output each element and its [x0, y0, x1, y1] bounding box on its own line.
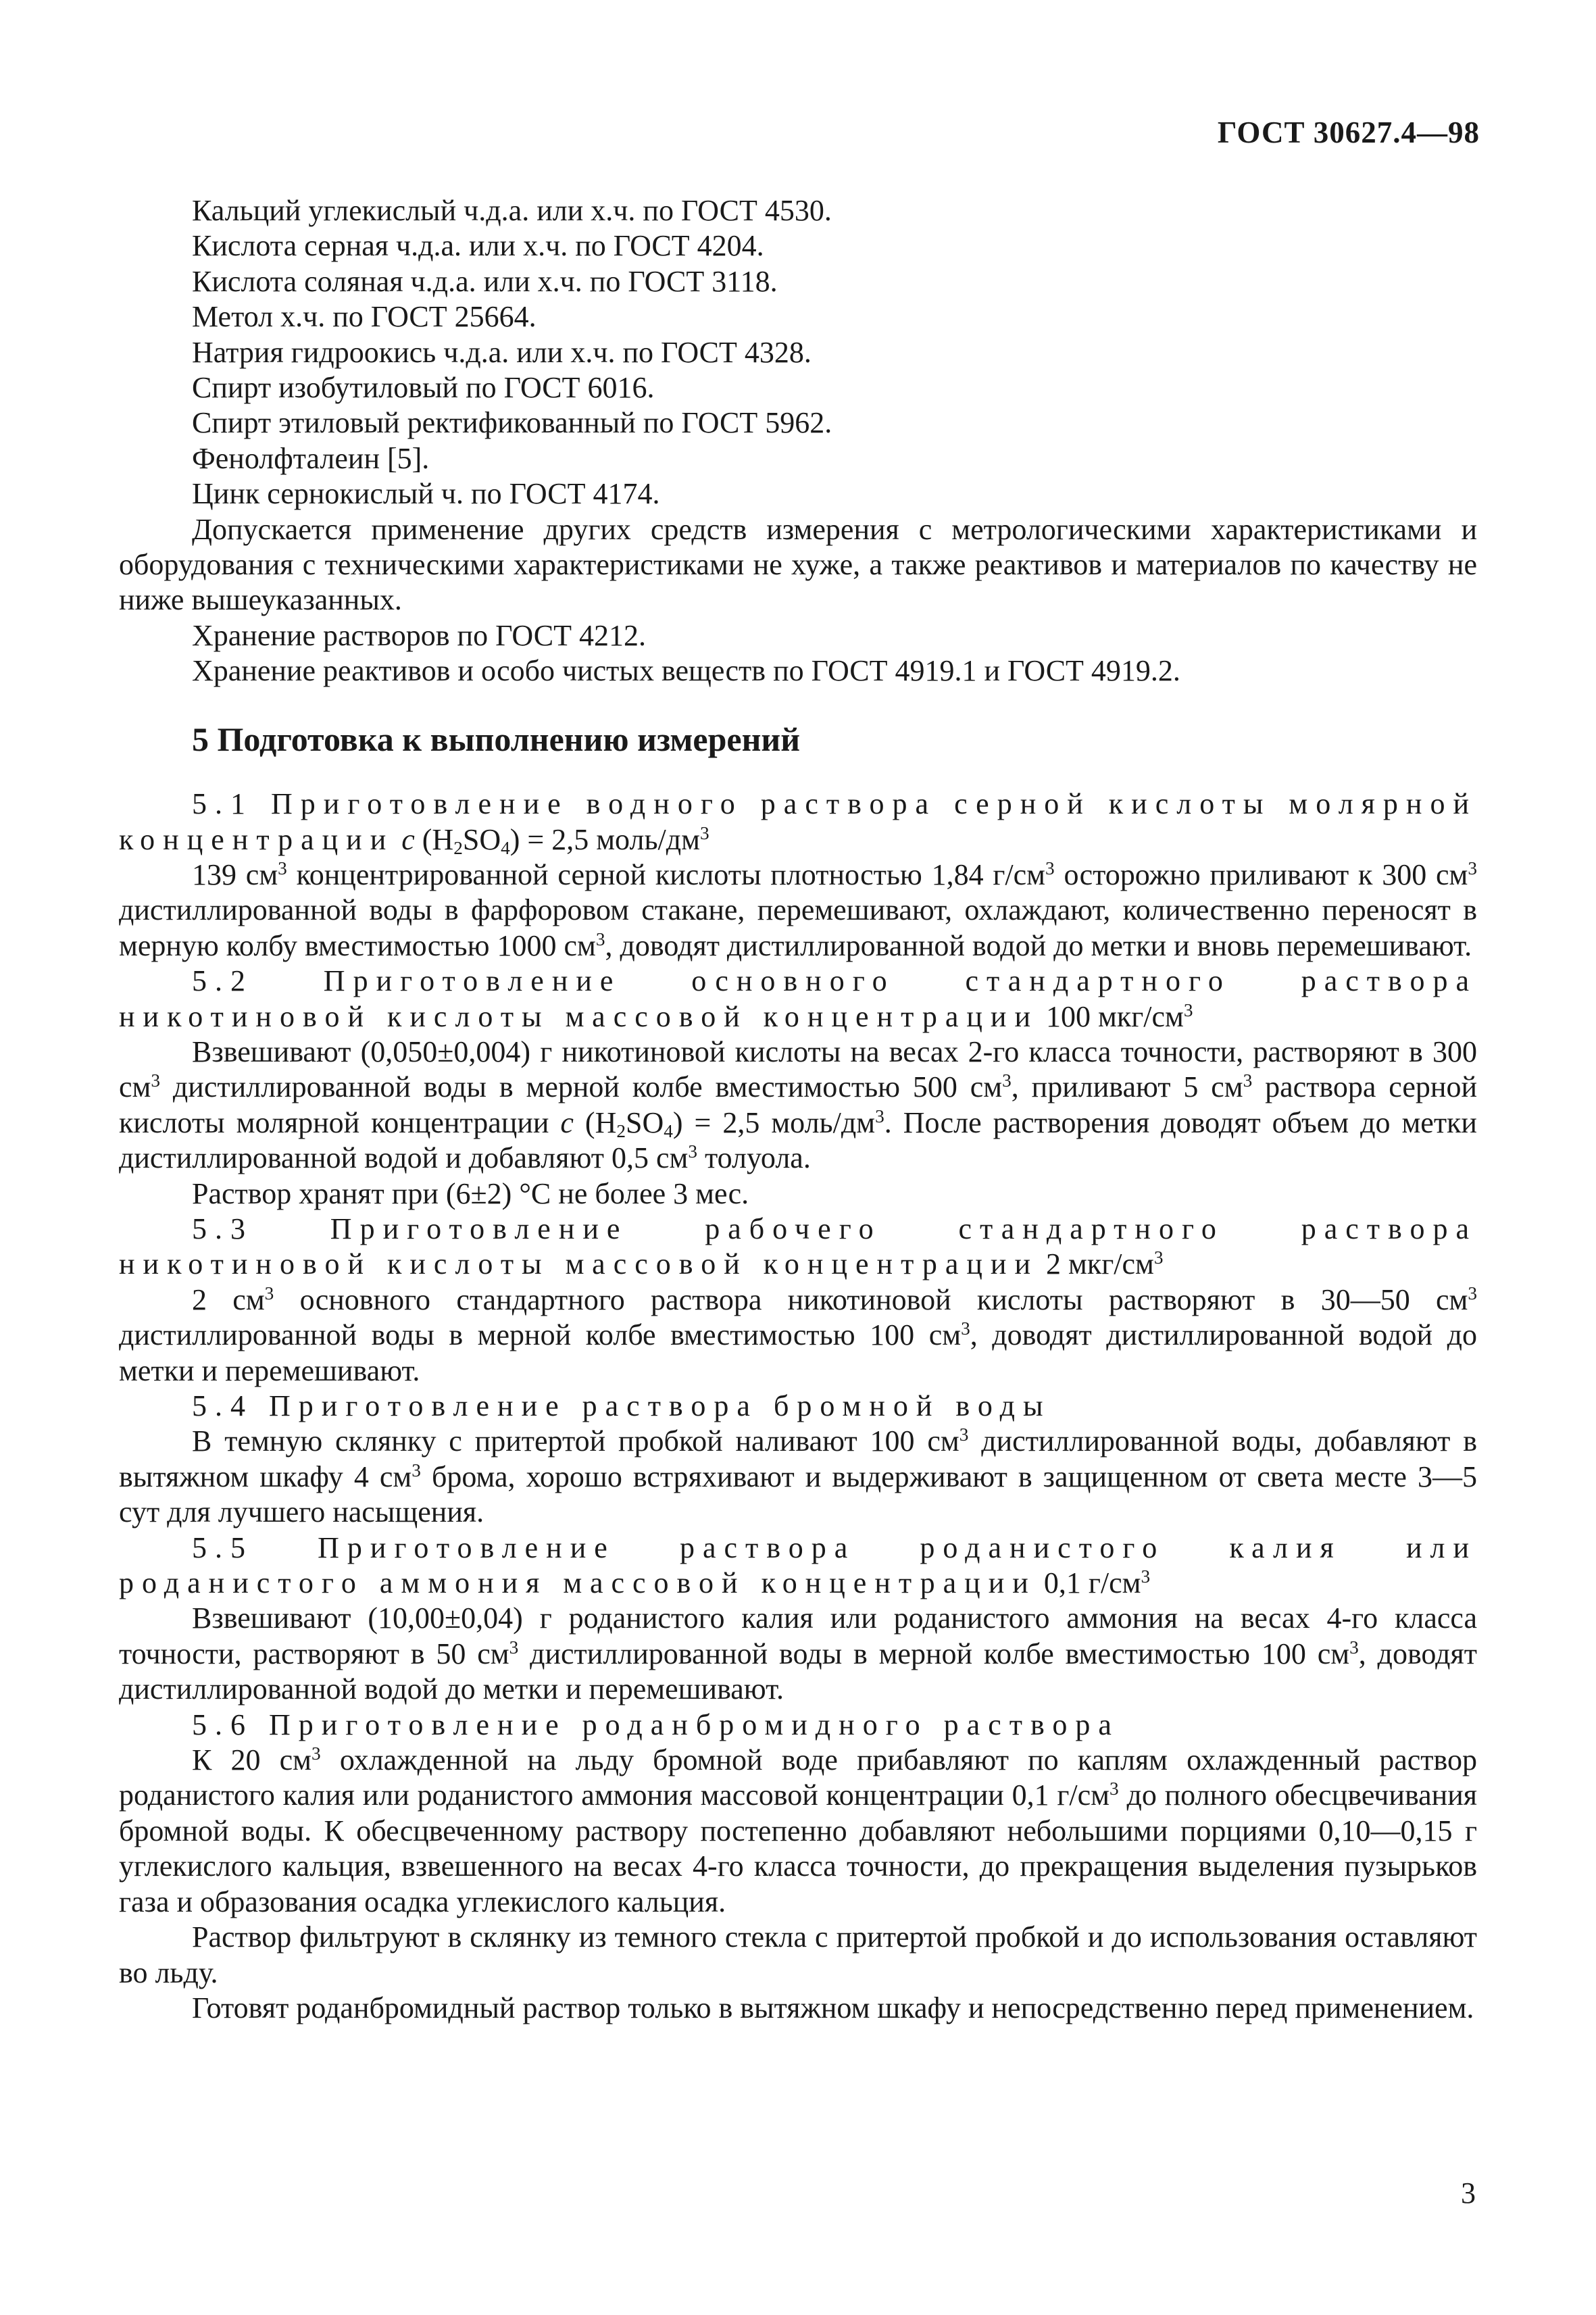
subsection-5-6-filter: Раствор фильтруют в склянку из темного стекла с притертой пробкой и до использования оставляют во льду. — [119, 1920, 1477, 1989]
subsection-title-text: 5.5 Приготовление раствора роданистого калия или роданистого аммония массовой концентрации — [119, 1530, 1477, 1600]
reagent-item: Кислота соляная ч.д.а. или х.ч. по ГОСТ 3118. — [192, 264, 778, 298]
reagent-item: Кальций углекислый ч.д.а. или х.ч. по ГОСТ 4530. — [192, 194, 832, 227]
subsection-5-3-text: 2 $см^3$ основного стандартного раствора никотиновой кислоты растворяют в 30—50 $см^3$ дистиллированной воды в мерной колбе вместимостью 100 $см^3$, доводят дистиллированной водой до метки и перемешивают. — [119, 1283, 1477, 1387]
subsection-title-text: 5.2 Приготовление основного стандартного раствора никотиновой кислоты массовой концентрации — [119, 964, 1477, 1033]
subsection-5-1-text: 139 $см^3$ концентрированной серной кислоты плотностью 1,84 $г/см^3$ осторожно приливают к 300 $см^3$ дистиллированной воды в фарфоровом стакане, перемешивают, охлаждают, количественно переносят в мерную колбу вместимостью 1000 $см^3$, доводят дистиллированной водой до метки и вновь перемешивают. — [119, 857, 1478, 962]
document-header: ГОСТ 30627.4—98 — [1217, 116, 1480, 149]
storage-reagents: Хранение реактивов и особо чистых веществ по ГОСТ 4919.1 и ГОСТ 4919.2. — [192, 654, 1180, 688]
subsection-5-4-title — [119, 1389, 1477, 1424]
document-body — [119, 193, 1477, 2026]
subsection-5-5-title: 5.5 Приготовление раствора роданистого калия или роданистого аммония массовой концентрации 0,1 $г/см^3$ — [119, 1530, 1477, 1600]
reagent-item: Спирт этиловый ректификованный по ГОСТ 5962. — [192, 406, 832, 440]
subsection-5-2-title: 5.2 Приготовление основного стандартного раствора никотиновой кислоты массовой концентрации 100 мкг/$см^3$ — [119, 964, 1477, 1033]
subsection-5-6-title — [119, 1708, 1477, 1743]
reagents-list — [119, 193, 1477, 512]
reagent-item: Цинк сернокислый ч. по ГОСТ 4174. — [192, 477, 660, 511]
subsection-5-6-text: К 20 $см^3$ охлажденной на льду бромной воде прибавляют по каплям охлажденный раствор роданистого калия или роданистого аммония массовой концентрации 0,1 $г/см^3$ до полного обесцвечивания бромной воды. К обесцвеченному раствору постепенно добавляют небольшими порциями 0,10—0,15 г углекислого кальция, взвешенного на весах 4-го класса точности, до прекращения выделения пузырьков газа и образования осадка углекислого кальция. — [119, 1743, 1477, 1918]
subsection-5-1-title: 5.1 Приготовление водного раствора серной кислоты молярной концентрации c $(H_2SO_4) = 2,5$ моль/$дм^3$ — [119, 787, 1477, 858]
reagent-item: Фенолфталеин [5]. — [192, 441, 430, 475]
subsection-5-2-storage: Раствор хранят при (6±2) °С не более 3 мес. — [192, 1176, 749, 1210]
storage-solutions: Хранение растворов по ГОСТ 4212. — [192, 618, 646, 652]
subsection-5-6-prepare: Готовят роданбромидный раствор только в вытяжном шкафу и непосредственно перед применением. — [192, 1991, 1474, 2024]
subsection-5-5-text: Взвешивают (10,00±0,04) г роданистого калия или роданистого аммония на весах 4-го класса точности, растворяют в 50 $см^3$ дистиллированной воды в мерной колбе вместимостью 100 $см^3$, доводят дистиллированной водой до метки и перемешивают. — [119, 1601, 1478, 1706]
subsection-5-4-text: В темную склянку с притертой пробкой наливают 100 $см^3$ дистиллированной воды, добавляют в вытяжном шкафу 4 $см^3$ брома, хорошо встряхивают и выдерживают в защищенном от света месте 3—5 сут для лучшего насыщения. — [119, 1424, 1478, 1529]
reagent-item: Спирт изобутиловый по ГОСТ 6016. — [192, 371, 655, 405]
subsection-title-text: 5.3 Приготовление рабочего стандартного раствора никотиновой кислоты массовой концентрации — [119, 1212, 1477, 1281]
subsection-5-2-text: Взвешивают (0,050±0,004) г никотиновой кислоты на весах 2-го класса точности, растворяют в 300 $см^3$ дистиллированной воды в мерной колбе вместимостью 500 $см^3$, приливают 5 $см^3$ раствора серной кислоты молярной концентрации c $(H_2SO_4) = 2,5$ моль/$дм^3$. После растворения доводят объем до метки дистиллированной водой и добавляют 0,5 $см^3$ толуола. — [119, 1035, 1477, 1175]
reagent-item: Метол х.ч. по ГОСТ 25664. — [192, 300, 537, 334]
section-title: 5 Подготовка к выполнению измерений — [192, 720, 800, 758]
page-number: 3 — [1461, 2176, 1476, 2210]
subsection-title-text: 5.1 Приготовление водного раствора серной кислоты молярной концентрации — [119, 787, 1477, 856]
subsection-title-text: 5.4 Приготовление раствора бромной воды — [192, 1389, 1051, 1422]
allowance-paragraph: Допускается применение других средств измерения с метрологическими характеристиками и оборудования с техническими характеристиками не хуже, а также реактивов и материалов по качеству не ниже вышеуказанных. — [119, 512, 1477, 617]
reagent-item: Натрия гидроокись ч.д.а. или х.ч. по ГОСТ 4328. — [192, 335, 812, 369]
subsection-5-3-title: 5.3 Приготовление рабочего стандартного раствора никотиновой кислоты массовой концентрации 2 мкг/$см^3$ — [119, 1212, 1477, 1281]
subsection-title-text: 5.6 Приготовление роданбромидного раствора — [192, 1708, 1120, 1741]
reagent-item: Кислота серная ч.д.а. или х.ч. по ГОСТ 4204. — [192, 229, 764, 263]
